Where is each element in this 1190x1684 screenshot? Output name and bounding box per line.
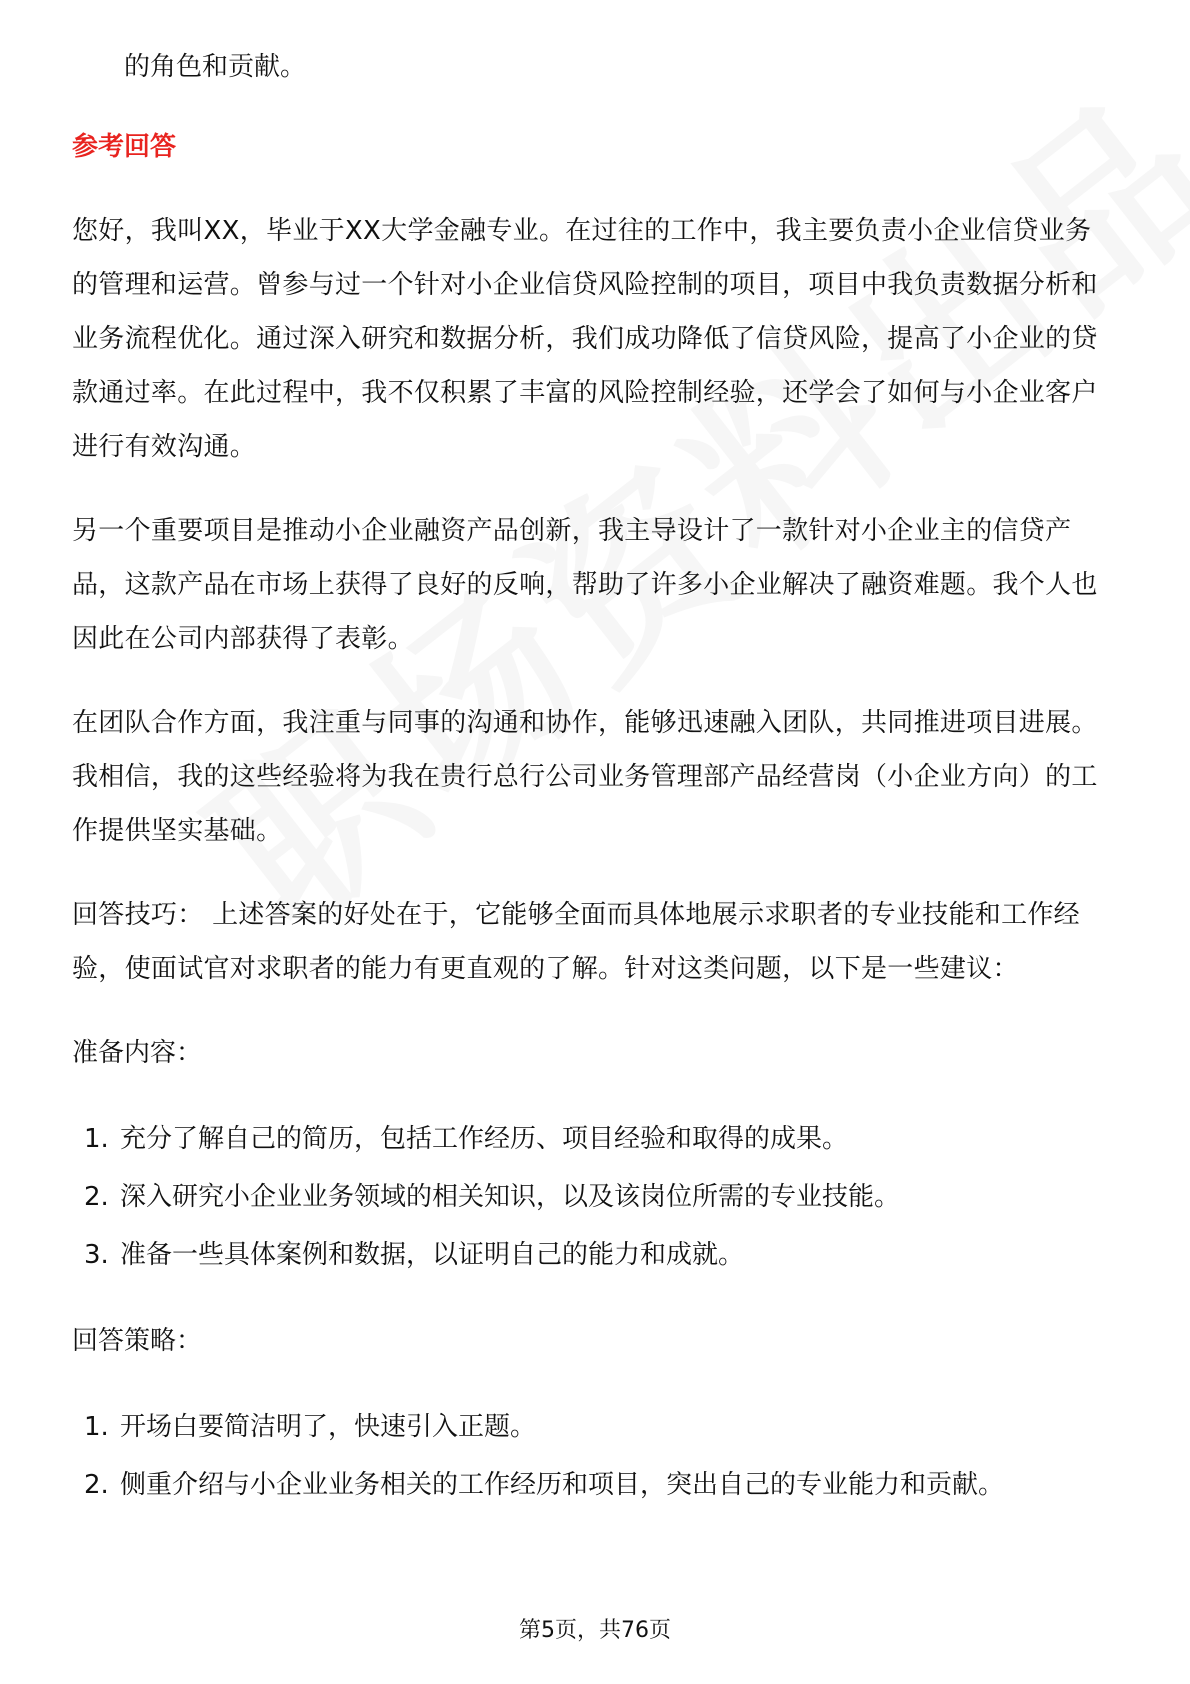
list-item: [72, 1456, 1117, 1514]
list-number: 1.: [84, 1412, 109, 1442]
answer-paragraph-1: 您好，我叫XX，毕业于XX大学金融专业。在过往的工作中，我主要负责小企业信贷业务的管理和运营。曾参与过一个针对小企业信贷风险控制的项目，项目中我负责数据分析和业务流程优化。通过深入研究和数据分析，我们成功降低了信贷风险，提高了小企业的贷款通过率。在此过程中，我不仅积累了丰富的风险控制经验，还学会了如何与小企业客户进行有效沟通。: [72, 216, 1098, 462]
page-footer: 第5页，共76页: [519, 1618, 671, 1643]
strategy-label: 回答策略：: [72, 1326, 203, 1356]
list-item: [72, 1398, 1117, 1456]
list-item: [72, 1226, 1117, 1284]
list-text: 深入研究小企业业务领域的相关知识，以及该岗位所需的专业技能。: [120, 1182, 901, 1212]
list-item: [72, 1110, 1117, 1168]
document-body: [72, 40, 1117, 1544]
answer-paragraph-3: 在团队合作方面，我注重与同事的沟通和协作，能够迅速融入团队，共同推进项目进展。我相信，我的这些经验将为我在贵行总行公司业务管理部产品经营岗（小企业方向）的工作提供坚实基础。: [72, 708, 1098, 846]
tips-paragraph: 回答技巧： 上述答案的好处在于，它能够全面而具体地展示求职者的专业技能和工作经验，使面试官对求职者的能力有更直观的了解。针对这类问题，以下是一些建议：: [72, 900, 1080, 984]
list-number: 1.: [84, 1124, 109, 1154]
list-text: 开场白要简洁明了，快速引入正题。: [120, 1412, 537, 1442]
list-number: 2.: [84, 1182, 109, 1212]
list-text: 侧重介绍与小企业业务相关的工作经历和项目，突出自己的专业能力和贡献。: [120, 1470, 1005, 1500]
prep-label: 准备内容：: [72, 1038, 203, 1068]
list-number: 3.: [84, 1240, 109, 1270]
list-text: 准备一些具体案例和数据，以证明自己的能力和成就。: [120, 1240, 745, 1270]
list-item: [72, 1168, 1117, 1226]
continuation-line: 的角色和贡献。: [124, 52, 307, 82]
list-number: 2.: [84, 1470, 109, 1500]
list-text: 充分了解自己的简历，包括工作经历、项目经验和取得的成果。: [120, 1124, 849, 1154]
answer-paragraph-2: 另一个重要项目是推动小企业融资产品创新，我主导设计了一款针对小企业主的信贷产品，这款产品在市场上获得了良好的反响，帮助了许多小企业解决了融资难题。我个人也因此在公司内部获得了表彰。: [72, 516, 1098, 654]
section-heading: 参考回答: [72, 132, 177, 162]
prep-list: [72, 1110, 1117, 1284]
strategy-list: [72, 1398, 1117, 1514]
